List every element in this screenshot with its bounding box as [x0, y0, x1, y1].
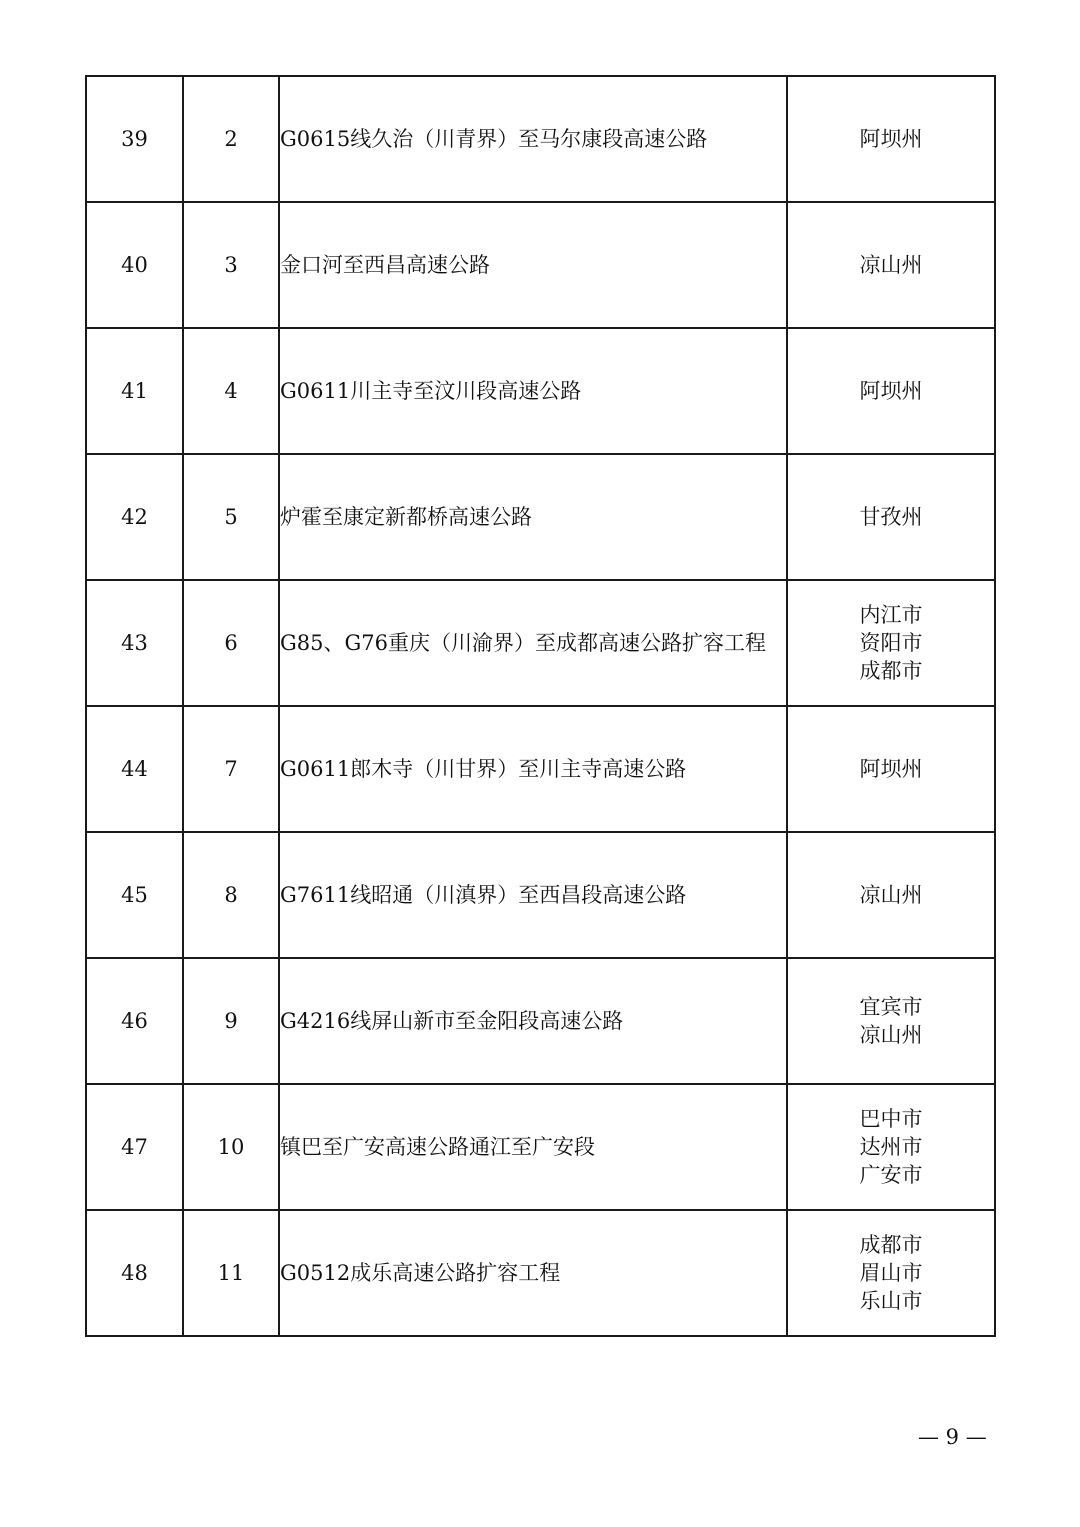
table-row: [86, 328, 995, 454]
region-cell: [787, 76, 995, 202]
row-serial-number: 48: [86, 1210, 183, 1336]
table-row: [86, 76, 995, 202]
project-name: G0611川主寺至汶川段高速公路: [279, 328, 787, 454]
row-sub-number: 3: [183, 202, 279, 328]
table-row: [86, 454, 995, 580]
row-sub-number: 11: [183, 1210, 279, 1336]
row-serial-number: 42: [86, 454, 183, 580]
page-number: — 9 —: [918, 1425, 987, 1449]
row-serial-number: 46: [86, 958, 183, 1084]
project-name: G0611郎木寺（川甘界）至川主寺高速公路: [279, 706, 787, 832]
region-name: 成都市: [859, 1233, 923, 1257]
row-sub-number: 5: [183, 454, 279, 580]
region-name: 凉山州: [859, 1023, 923, 1047]
region-name: 乐山市: [859, 1289, 923, 1313]
table-row: [86, 580, 995, 706]
row-serial-number: 45: [86, 832, 183, 958]
project-name: 炉霍至康定新都桥高速公路: [279, 454, 787, 580]
row-serial-number: 47: [86, 1084, 183, 1210]
project-name: G85、G76重庆（川渝界）至成都高速公路扩容工程: [279, 580, 787, 706]
table-row: [86, 202, 995, 328]
region-name: 阿坝州: [859, 379, 923, 403]
region-name: 凉山州: [859, 253, 923, 277]
region-name: 凉山州: [859, 883, 923, 907]
region-cell: [787, 328, 995, 454]
region-cell: [787, 958, 995, 1084]
row-sub-number: 9: [183, 958, 279, 1084]
region-name: 阿坝州: [859, 127, 923, 151]
row-serial-number: 41: [86, 328, 183, 454]
table-row: [86, 706, 995, 832]
row-sub-number: 8: [183, 832, 279, 958]
region-name: 成都市: [859, 659, 923, 683]
row-serial-number: 44: [86, 706, 183, 832]
region-name: 广安市: [859, 1163, 923, 1187]
region-name: 宜宾市: [859, 995, 923, 1019]
project-name: 金口河至西昌高速公路: [279, 202, 787, 328]
region-name: 内江市: [859, 603, 923, 627]
row-sub-number: 6: [183, 580, 279, 706]
row-sub-number: 2: [183, 76, 279, 202]
table-row: [86, 1210, 995, 1336]
row-sub-number: 4: [183, 328, 279, 454]
table-row: [86, 1084, 995, 1210]
project-name: G0512成乐高速公路扩容工程: [279, 1210, 787, 1336]
row-serial-number: 39: [86, 76, 183, 202]
project-table: [85, 75, 996, 1337]
project-name: 镇巴至广安高速公路通江至广安段: [279, 1084, 787, 1210]
region-cell: [787, 580, 995, 706]
project-table-body: [86, 76, 995, 1336]
region-name: 巴中市: [859, 1107, 923, 1131]
region-name: 眉山市: [859, 1261, 923, 1285]
region-cell: [787, 202, 995, 328]
row-sub-number: 7: [183, 706, 279, 832]
region-name: 达州市: [859, 1135, 923, 1159]
region-cell: [787, 1084, 995, 1210]
row-serial-number: 43: [86, 580, 183, 706]
region-name: 甘孜州: [859, 505, 923, 529]
table-row: [86, 958, 995, 1084]
region-cell: [787, 1210, 995, 1336]
region-cell: [787, 454, 995, 580]
row-sub-number: 10: [183, 1084, 279, 1210]
project-name: G7611线昭通（川滇界）至西昌段高速公路: [279, 832, 787, 958]
row-serial-number: 40: [86, 202, 183, 328]
project-name: G4216线屏山新市至金阳段高速公路: [279, 958, 787, 1084]
region-name: 资阳市: [859, 631, 923, 655]
region-cell: [787, 706, 995, 832]
region-name: 阿坝州: [859, 757, 923, 781]
table-row: [86, 832, 995, 958]
project-name: G0615线久治（川青界）至马尔康段高速公路: [279, 76, 787, 202]
region-cell: [787, 832, 995, 958]
